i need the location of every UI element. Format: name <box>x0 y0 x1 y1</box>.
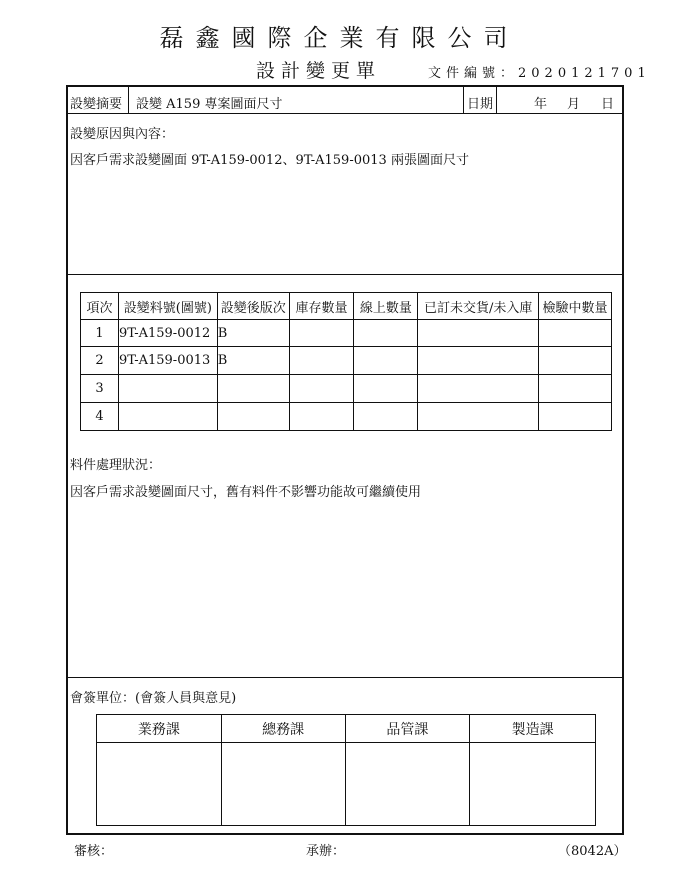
date-month: 月 <box>567 97 581 112</box>
reason-label: 設變原因與內容： <box>70 127 175 142</box>
col-header-revision: 設變後版次 <box>217 293 289 320</box>
company-name: 磊鑫國際企業有限公司 <box>159 24 520 52</box>
table-cell <box>118 403 217 431</box>
table-cell: 1 <box>81 320 119 347</box>
table-row <box>81 347 612 375</box>
signoff-signature-row <box>97 743 596 826</box>
doc-no-value: 2020121701 <box>518 66 651 81</box>
document-number <box>428 62 651 81</box>
signature-box-general-affairs <box>221 743 345 826</box>
signature-box-sales <box>97 743 222 826</box>
table-cell: 9T-A159-0012 <box>118 320 217 347</box>
summary-label: 設變摘要 <box>70 97 123 112</box>
table-cell <box>539 320 612 347</box>
table-cell <box>539 347 612 375</box>
table-cell: B <box>217 320 289 347</box>
table-row <box>81 375 612 403</box>
col-header-inspection-qty: 檢驗中數量 <box>539 293 612 320</box>
form-title: 設計變更單 <box>256 60 382 82</box>
table-cell <box>418 375 539 403</box>
signoff-unit-sales: 業務課 <box>97 715 222 743</box>
form-code: （8042A） <box>558 844 627 859</box>
table-cell <box>289 320 354 347</box>
signoff-table <box>96 714 596 826</box>
signature-box-quality-control <box>345 743 470 826</box>
col-header-stock-qty: 庫存數量 <box>289 293 354 320</box>
signoff-header-row <box>97 715 596 743</box>
date-day: 日 <box>601 97 615 112</box>
table-cell: B <box>217 347 289 375</box>
parts-table-header <box>81 293 612 320</box>
table-cell <box>217 375 289 403</box>
signoff-unit-manufacturing: 製造課 <box>470 715 596 743</box>
handling-label: 料件處理狀況： <box>70 458 162 473</box>
table-cell: 2 <box>81 347 119 375</box>
table-cell <box>354 375 418 403</box>
table-cell <box>539 403 612 431</box>
date-year: 年 <box>534 97 548 112</box>
signoff-unit-general-affairs: 總務課 <box>221 715 345 743</box>
parts-table <box>80 292 612 431</box>
table-cell: 9T-A159-0013 <box>118 347 217 375</box>
signoff-label: 會簽單位：(會簽人員與意見) <box>70 691 237 706</box>
handler-label: 承辦： <box>306 844 346 859</box>
table-cell: 3 <box>81 375 119 403</box>
doc-no-label: 文件編號： <box>428 66 519 81</box>
table-cell <box>354 320 418 347</box>
table-cell <box>354 403 418 431</box>
reason-text: 因客戶需求設變圖面 9T-A159-0012、9T-A159-0013 兩張圖面尺寸 <box>70 153 469 168</box>
col-header-part-no: 設變料號(圖號) <box>118 293 217 320</box>
table-cell <box>289 403 354 431</box>
table-row <box>81 403 612 431</box>
table-cell <box>217 403 289 431</box>
col-header-line-qty: 線上數量 <box>354 293 418 320</box>
table-cell <box>418 347 539 375</box>
table-cell <box>539 375 612 403</box>
table-cell <box>118 375 217 403</box>
handling-text: 因客戶需求設變圖面尺寸，舊有料件不影響功能故可繼續使用 <box>70 485 422 500</box>
table-cell <box>418 403 539 431</box>
table-cell <box>289 375 354 403</box>
summary-value: 設變 A159 專案圖面尺寸 <box>136 97 283 112</box>
signoff-unit-quality-control: 品管課 <box>345 715 470 743</box>
table-row <box>81 320 612 347</box>
table-cell: 4 <box>81 403 119 431</box>
review-label: 審核： <box>74 844 114 859</box>
table-cell <box>418 320 539 347</box>
col-header-item-no: 項次 <box>81 293 119 320</box>
col-header-ordered-qty: 已訂未交貨/未入庫 <box>418 293 539 320</box>
table-cell <box>354 347 418 375</box>
date-label: 日期 <box>467 97 494 112</box>
table-cell <box>289 347 354 375</box>
signature-box-manufacturing <box>470 743 596 826</box>
